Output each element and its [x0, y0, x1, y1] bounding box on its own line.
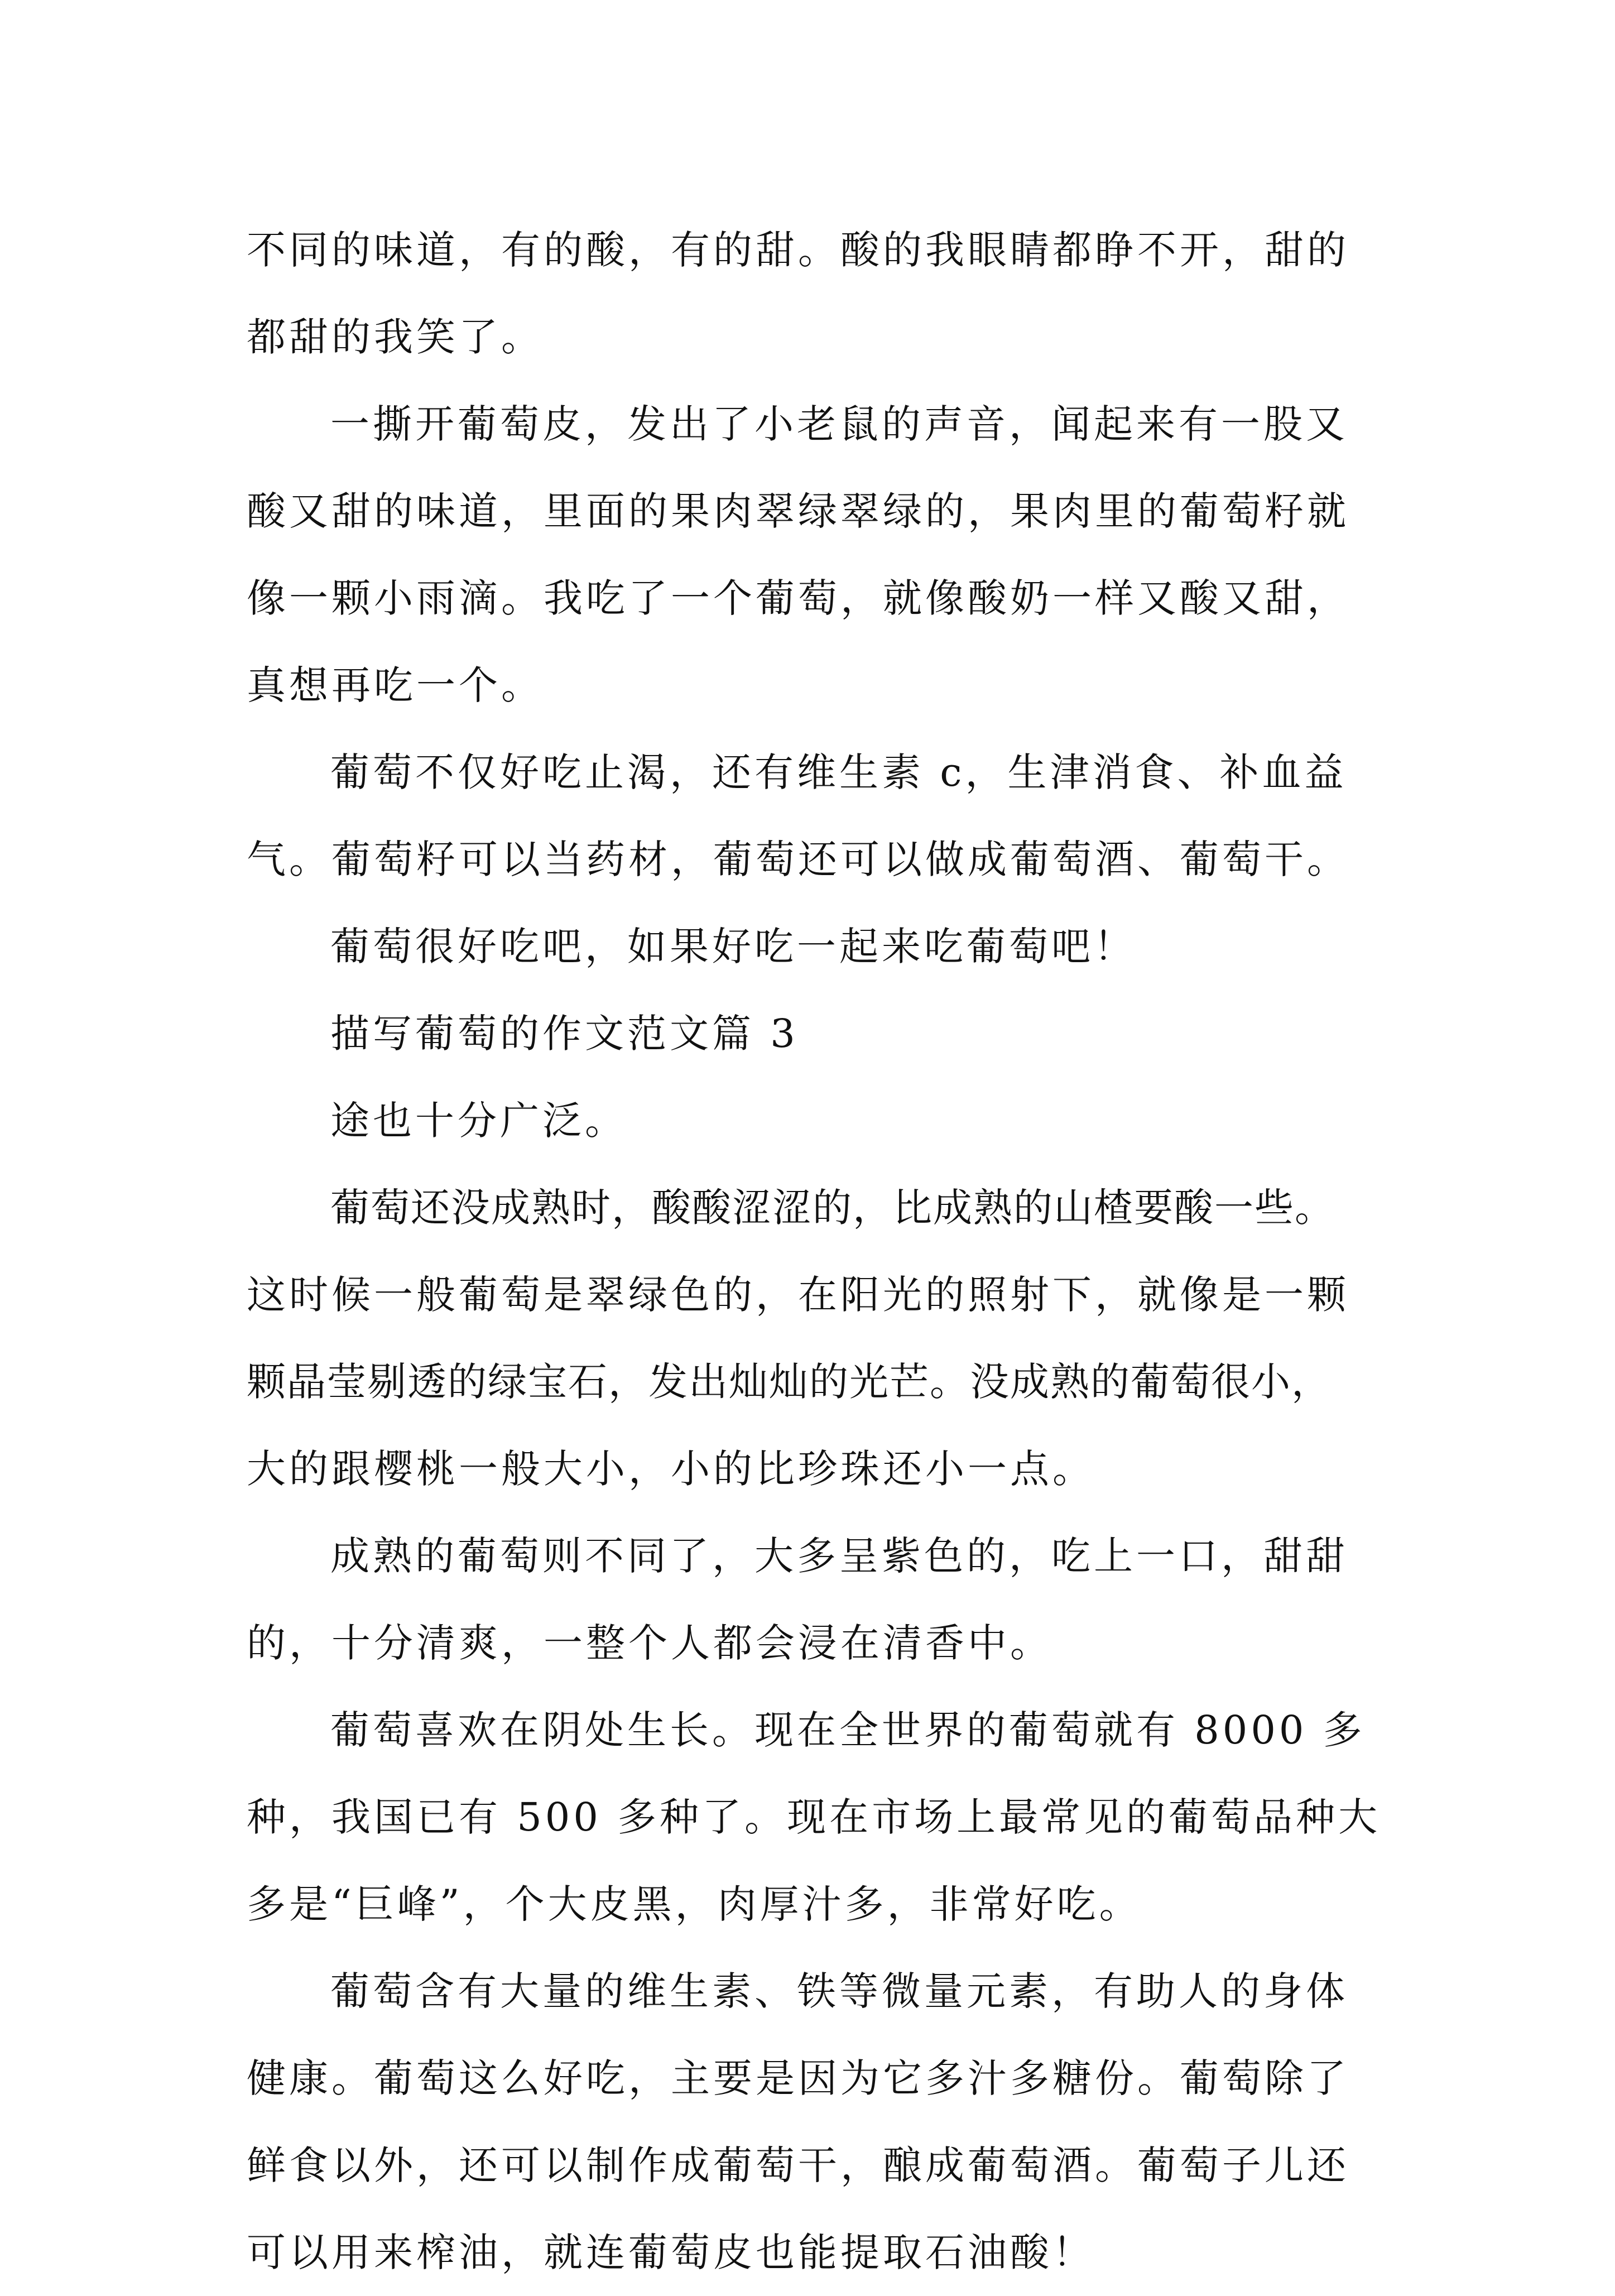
text-line: 像一颗小雨滴。我吃了一个葡萄，就像酸奶一样又酸又甜，	[247, 575, 1349, 621]
text-line: 酸又甜的味道，里面的果肉翠绿翠绿的，果肉里的葡萄籽就	[247, 488, 1349, 534]
text-line: 大的跟樱桃一般大小，小的比珍珠还小一点。	[247, 1446, 1095, 1492]
text-line: 都甜的我笑了。	[247, 314, 544, 360]
text-line: 颗晶莹剔透的绿宝石，发出灿灿的光芒。没成熟的葡萄很小，	[247, 1359, 1332, 1405]
paragraph-line: 成熟的葡萄则不同了，大多呈紫色的，吃上一口，甜甜	[330, 1533, 1348, 1579]
text-line: 可以用来榨油，就连葡萄皮也能提取石油酸！	[247, 2230, 1095, 2275]
paragraph-line: 一撕开葡萄皮，发出了小老鼠的声音，闻起来有一股又	[330, 401, 1348, 447]
paragraph-line: 葡萄很好吃吧，如果好吃一起来吃葡萄吧！	[330, 924, 1136, 969]
text-line: 多是“巨峰”，个大皮黑，肉厚汁多，非常好吃。	[247, 1881, 1142, 1927]
text-line: 的，十分清爽，一整个人都会浸在清香中。	[247, 1620, 1052, 1666]
text-line: 鲜食以外，还可以制作成葡萄干，酿成葡萄酒。葡萄子儿还	[247, 2143, 1349, 2188]
section-heading: 描写葡萄的作文范文篇 3	[330, 1011, 799, 1056]
paragraph-line: 葡萄含有大量的维生素、铁等微量元素，有助人的身体	[330, 1968, 1348, 2014]
paragraph-line: 葡萄不仅好吃止渴，还有维生素 c，生津消食、补血益	[330, 750, 1347, 795]
text-line: 真想再吃一个。	[247, 662, 544, 708]
text-line: 气。葡萄籽可以当药材，葡萄还可以做成葡萄酒、葡萄干。	[247, 837, 1349, 882]
text-line: 健康。葡萄这么好吃，主要是因为它多汁多糖份。葡萄除了	[247, 2055, 1349, 2101]
text-line: 不同的味道，有的酸，有的甜。酸的我眼睛都睁不开，甜的	[247, 227, 1349, 273]
paragraph-line: 途也十分广泛。	[330, 1098, 627, 1144]
text-line: 这时候一般葡萄是翠绿色的，在阳光的照射下，就像是一颗	[247, 1272, 1349, 1318]
paragraph-line: 葡萄喜欢在阴处生长。现在全世界的葡萄就有 8000 多	[330, 1707, 1366, 1753]
article-body	[247, 206, 1381, 2296]
paragraph-line: 葡萄还没成熟时，酸酸涩涩的，比成熟的山楂要酸一些。	[330, 1185, 1335, 1231]
text-line: 种，我国已有 500 多种了。现在市场上最常见的葡萄品种大	[247, 1794, 1381, 1840]
